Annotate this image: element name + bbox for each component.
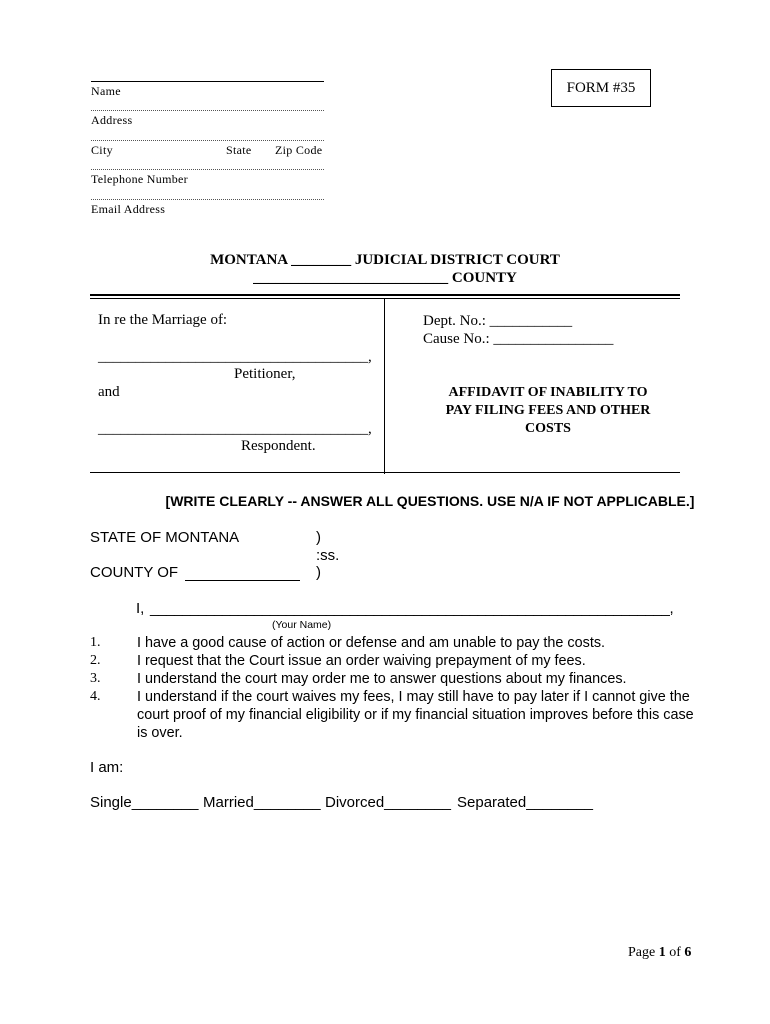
venue-paren-2: ) <box>316 564 321 581</box>
county-word: COUNTY <box>451 270 517 286</box>
county-blank[interactable]: __________________________ <box>253 270 449 286</box>
item-4-text: I understand if the court waives my fees, I may still have to pay later if I cannot give the court proof of my financial eligibility or if my financial situation improves before this case is over. <box>137 689 694 741</box>
marital-single[interactable]: Single________ <box>90 794 199 811</box>
city-state-zip-line[interactable] <box>91 140 324 141</box>
district-blank[interactable]: ________ <box>291 252 352 268</box>
title-line-1: AFFIDAVIT OF INABILITY TO <box>448 385 648 400</box>
page-word: Page <box>628 945 656 960</box>
item-3-number: 3. <box>90 671 101 686</box>
item-1-number: 1. <box>90 635 101 650</box>
instructions: [WRITE CLEARLY -- ANSWER ALL QUESTIONS. USE N/A IF NOT APPLICABLE.] <box>165 493 695 509</box>
in-re-label: In re the Marriage of: <box>98 312 228 328</box>
your-name-hint: (Your Name) <box>272 619 332 631</box>
page-footer <box>628 945 691 961</box>
marital-married[interactable]: Married________ <box>203 794 321 811</box>
caption-divider <box>384 299 385 474</box>
court-line-1 <box>0 252 770 269</box>
email-label: Email Address <box>91 202 166 216</box>
name-line[interactable] <box>91 81 324 82</box>
page-total: 6 <box>684 945 692 960</box>
court-line-2 <box>0 270 770 287</box>
state-of-montana: STATE OF MONTANA <box>90 529 240 546</box>
cause-number-field[interactable]: Cause No.: ________________ <box>423 331 614 347</box>
item-4-number: 4. <box>90 689 101 704</box>
county-of-label: COUNTY OF <box>90 564 179 581</box>
respondent-name-line[interactable]: ____________________________________, <box>98 421 372 437</box>
petitioner-label: Petitioner, <box>234 366 296 382</box>
address-label: Address <box>91 113 133 127</box>
title-line-3: COSTS <box>525 421 571 436</box>
and-label: and <box>98 384 120 400</box>
item-2-number: 2. <box>90 653 101 668</box>
court-name: JUDICIAL DISTRICT COURT <box>354 252 560 268</box>
venue-ss: :ss. <box>316 547 340 564</box>
city-label: City <box>91 143 113 157</box>
caption-top-rule-2 <box>90 298 680 299</box>
venue-paren-1: ) <box>316 529 321 546</box>
caption-bottom-rule <box>90 472 680 473</box>
name-label: Name <box>91 84 121 98</box>
item-1-text: I have a good cause of action or defense and am unable to pay the costs. <box>137 635 606 651</box>
item-3-text: I understand the court may order me to answer questions about my finances. <box>137 671 627 687</box>
address-line[interactable] <box>91 110 324 111</box>
telephone-label: Telephone Number <box>91 172 188 186</box>
form-number: FORM #35 <box>566 79 636 96</box>
page-number: 1 <box>658 945 666 960</box>
petitioner-name-line[interactable]: ____________________________________, <box>98 349 372 365</box>
form-number-box <box>551 69 651 107</box>
of-word: of <box>669 945 681 960</box>
zip-label: Zip Code <box>275 143 323 157</box>
document-title <box>400 384 696 438</box>
dept-number-field[interactable]: Dept. No.: ___________ <box>423 313 573 329</box>
marital-separated[interactable]: Separated________ <box>457 794 593 811</box>
county-of-blank[interactable] <box>185 580 300 581</box>
title-line-2: PAY FILING FEES AND OTHER <box>445 403 651 418</box>
caption-top-rule <box>90 294 680 296</box>
declarant-name-line[interactable]: _________________________________________________________________, <box>150 600 674 617</box>
i-am-label: I am: <box>90 759 124 776</box>
item-2-text: I request that the Court issue an order waiving prepayment of my fees. <box>137 653 586 669</box>
respondent-label: Respondent. <box>241 438 316 454</box>
telephone-line[interactable] <box>91 169 324 170</box>
declarant-prefix: I, <box>136 600 145 617</box>
email-line[interactable] <box>91 199 324 200</box>
marital-divorced[interactable]: Divorced________ <box>325 794 451 811</box>
court-state: MONTANA <box>210 252 288 268</box>
state-label: State <box>226 143 252 157</box>
